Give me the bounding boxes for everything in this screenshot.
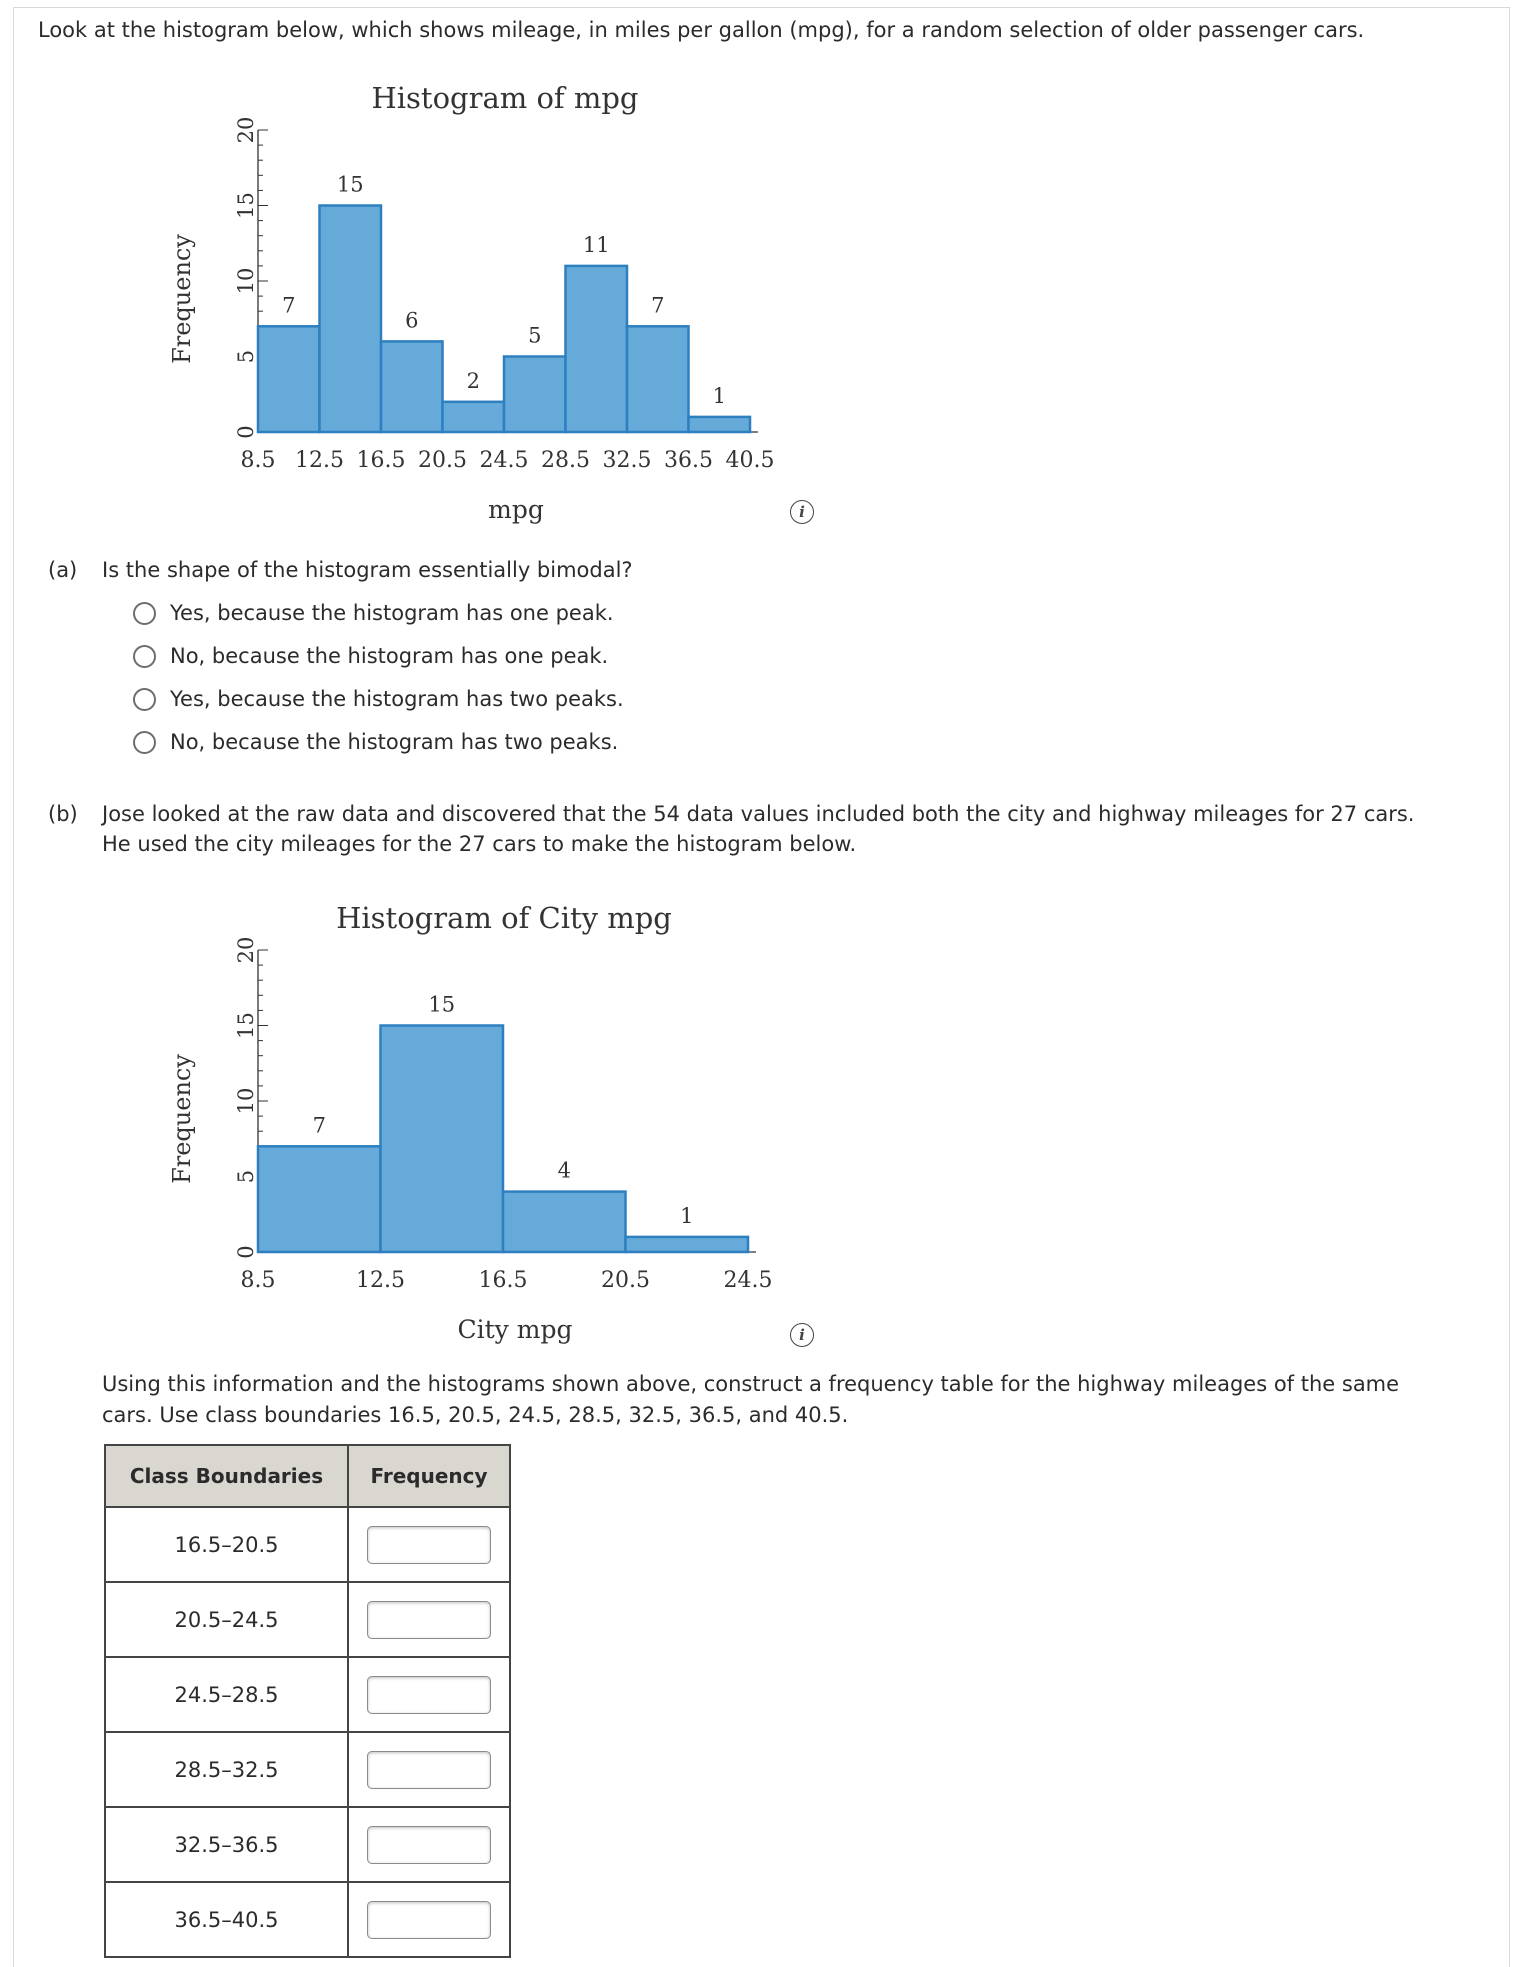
y-tick-label: 10 bbox=[234, 1087, 258, 1115]
table-row bbox=[105, 1882, 510, 1957]
bar-data-label: 15 bbox=[428, 992, 456, 1017]
x-tick-label: 20.5 bbox=[601, 1268, 650, 1293]
option-a1[interactable] bbox=[133, 598, 614, 628]
table-row bbox=[105, 1807, 510, 1882]
x-tick-label: 36.5 bbox=[664, 448, 713, 473]
x-tick-label: 40.5 bbox=[725, 448, 775, 473]
table-header-row bbox=[105, 1445, 510, 1507]
frequency-input[interactable] bbox=[367, 1901, 491, 1939]
header-class-boundaries: Class Boundaries bbox=[105, 1445, 348, 1507]
frequency-cell bbox=[348, 1582, 510, 1657]
histogram-bar bbox=[504, 357, 566, 433]
class-cell: 28.5–32.5 bbox=[105, 1732, 348, 1807]
y-tick-label: 0 bbox=[234, 425, 258, 439]
option-a4[interactable] bbox=[133, 727, 618, 757]
histogram-mpg bbox=[0, 0, 820, 540]
bar-data-label: 15 bbox=[336, 172, 364, 197]
histogram-bar bbox=[258, 326, 320, 432]
table-row bbox=[105, 1732, 510, 1807]
x-tick-label: 8.5 bbox=[240, 448, 276, 473]
frequency-cell bbox=[348, 1882, 510, 1957]
class-cell: 32.5–36.5 bbox=[105, 1807, 348, 1882]
chart-title: Histogram of City mpg bbox=[336, 901, 672, 935]
y-tick-label: 5 bbox=[234, 349, 258, 364]
x-tick-label: 12.5 bbox=[356, 1268, 405, 1293]
frequency-input[interactable] bbox=[367, 1601, 491, 1639]
bar-data-label: 4 bbox=[557, 1158, 571, 1183]
x-tick-label: 32.5 bbox=[602, 448, 652, 473]
histogram-bar bbox=[443, 402, 505, 432]
bar-data-label: 6 bbox=[405, 308, 419, 333]
histogram-city-mpg-svg bbox=[0, 820, 820, 1360]
radio-button[interactable] bbox=[133, 602, 156, 625]
frequency-cell bbox=[348, 1807, 510, 1882]
histogram-bar bbox=[320, 206, 382, 433]
x-axis-label: City mpg bbox=[457, 1315, 573, 1344]
chart-title: Histogram of mpg bbox=[371, 81, 639, 115]
part-b-label: (b) bbox=[48, 802, 78, 826]
header-frequency: Frequency bbox=[348, 1445, 510, 1507]
histogram-bar bbox=[381, 341, 443, 432]
y-tick-label: 10 bbox=[234, 267, 258, 295]
option-label: Yes, because the histogram has one peak. bbox=[170, 601, 614, 625]
histogram-bar bbox=[381, 1026, 504, 1253]
option-a2[interactable] bbox=[133, 641, 608, 671]
bar-data-label: 5 bbox=[528, 323, 542, 348]
table-row bbox=[105, 1507, 510, 1582]
bar-data-label: 7 bbox=[312, 1113, 326, 1138]
option-label: No, because the histogram has two peaks. bbox=[170, 730, 619, 754]
frequency-cell bbox=[348, 1732, 510, 1807]
histogram-bar bbox=[566, 266, 628, 432]
x-tick-label: 28.5 bbox=[541, 448, 590, 473]
histogram-bar bbox=[689, 417, 751, 432]
y-tick-label: 15 bbox=[234, 192, 258, 219]
part-b-text-1: Jose looked at the raw data and discovered that the 54 data values included both the city and highway mileages for 27 cars. bbox=[102, 802, 1415, 826]
frequency-table bbox=[104, 1444, 511, 1958]
y-tick-label: 20 bbox=[234, 116, 258, 144]
frequency-input[interactable] bbox=[367, 1826, 491, 1864]
bar-data-label: 1 bbox=[680, 1203, 694, 1228]
instruction-text-1: Using this information and the histograms shown above, construct a frequency table for the highway mileages of the same bbox=[102, 1372, 1400, 1396]
x-axis-label: mpg bbox=[488, 495, 544, 524]
y-tick-label: 15 bbox=[234, 1012, 258, 1039]
radio-button[interactable] bbox=[133, 645, 156, 668]
x-tick-label: 16.5 bbox=[478, 1268, 528, 1293]
radio-button[interactable] bbox=[133, 688, 156, 711]
table-row bbox=[105, 1657, 510, 1732]
bar-data-label: 11 bbox=[582, 232, 610, 257]
bar-data-label: 1 bbox=[712, 383, 726, 408]
part-a-label: (a) bbox=[48, 558, 78, 582]
part-b-text-2: He used the city mileages for the 27 cars to make the histogram below. bbox=[102, 832, 857, 856]
bar-data-label: 7 bbox=[651, 293, 665, 318]
frequency-input[interactable] bbox=[367, 1676, 491, 1714]
bar-data-label: 7 bbox=[282, 293, 296, 318]
class-cell: 24.5–28.5 bbox=[105, 1657, 348, 1732]
y-axis-label: Frequency bbox=[168, 1054, 196, 1184]
histogram-city-mpg bbox=[0, 820, 820, 1360]
frequency-cell bbox=[348, 1507, 510, 1582]
x-tick-label: 20.5 bbox=[418, 448, 467, 473]
table-row bbox=[105, 1582, 510, 1657]
histogram-bar bbox=[626, 1237, 749, 1252]
x-tick-label: 24.5 bbox=[479, 448, 529, 473]
frequency-input[interactable] bbox=[367, 1526, 491, 1564]
instruction-text-2: cars. Use class boundaries 16.5, 20.5, 24.5, 28.5, 32.5, 36.5, and 40.5. bbox=[102, 1403, 849, 1427]
frequency-input[interactable] bbox=[367, 1751, 491, 1789]
y-tick-label: 20 bbox=[234, 936, 258, 964]
option-label: No, because the histogram has one peak. bbox=[170, 644, 609, 668]
y-tick-label: 5 bbox=[234, 1169, 258, 1184]
bar-data-label: 2 bbox=[466, 368, 480, 393]
histogram-bar bbox=[258, 1146, 381, 1252]
x-tick-label: 16.5 bbox=[356, 448, 406, 473]
histogram-bar bbox=[627, 326, 689, 432]
class-cell: 36.5–40.5 bbox=[105, 1882, 348, 1957]
option-label: Yes, because the histogram has two peaks. bbox=[170, 687, 624, 711]
histogram-mpg-svg bbox=[0, 0, 820, 540]
part-a-question: Is the shape of the histogram essentially bimodal? bbox=[102, 558, 633, 582]
x-tick-label: 24.5 bbox=[723, 1268, 773, 1293]
radio-button[interactable] bbox=[133, 731, 156, 754]
histogram-bar bbox=[503, 1192, 626, 1252]
y-tick-label: 0 bbox=[234, 1245, 258, 1259]
option-a3[interactable] bbox=[133, 684, 624, 714]
class-cell: 16.5–20.5 bbox=[105, 1507, 348, 1582]
frequency-cell bbox=[348, 1657, 510, 1732]
x-tick-label: 12.5 bbox=[295, 448, 344, 473]
info-icon[interactable]: i bbox=[790, 1323, 814, 1347]
intro-text: Look at the histogram below, which shows mileage, in miles per gallon (mpg), for a random selection of older passenger cars. bbox=[38, 18, 1365, 42]
info-icon[interactable]: i bbox=[790, 500, 814, 524]
x-tick-label: 8.5 bbox=[240, 1268, 276, 1293]
y-axis-label: Frequency bbox=[168, 234, 196, 364]
class-cell: 20.5–24.5 bbox=[105, 1582, 348, 1657]
